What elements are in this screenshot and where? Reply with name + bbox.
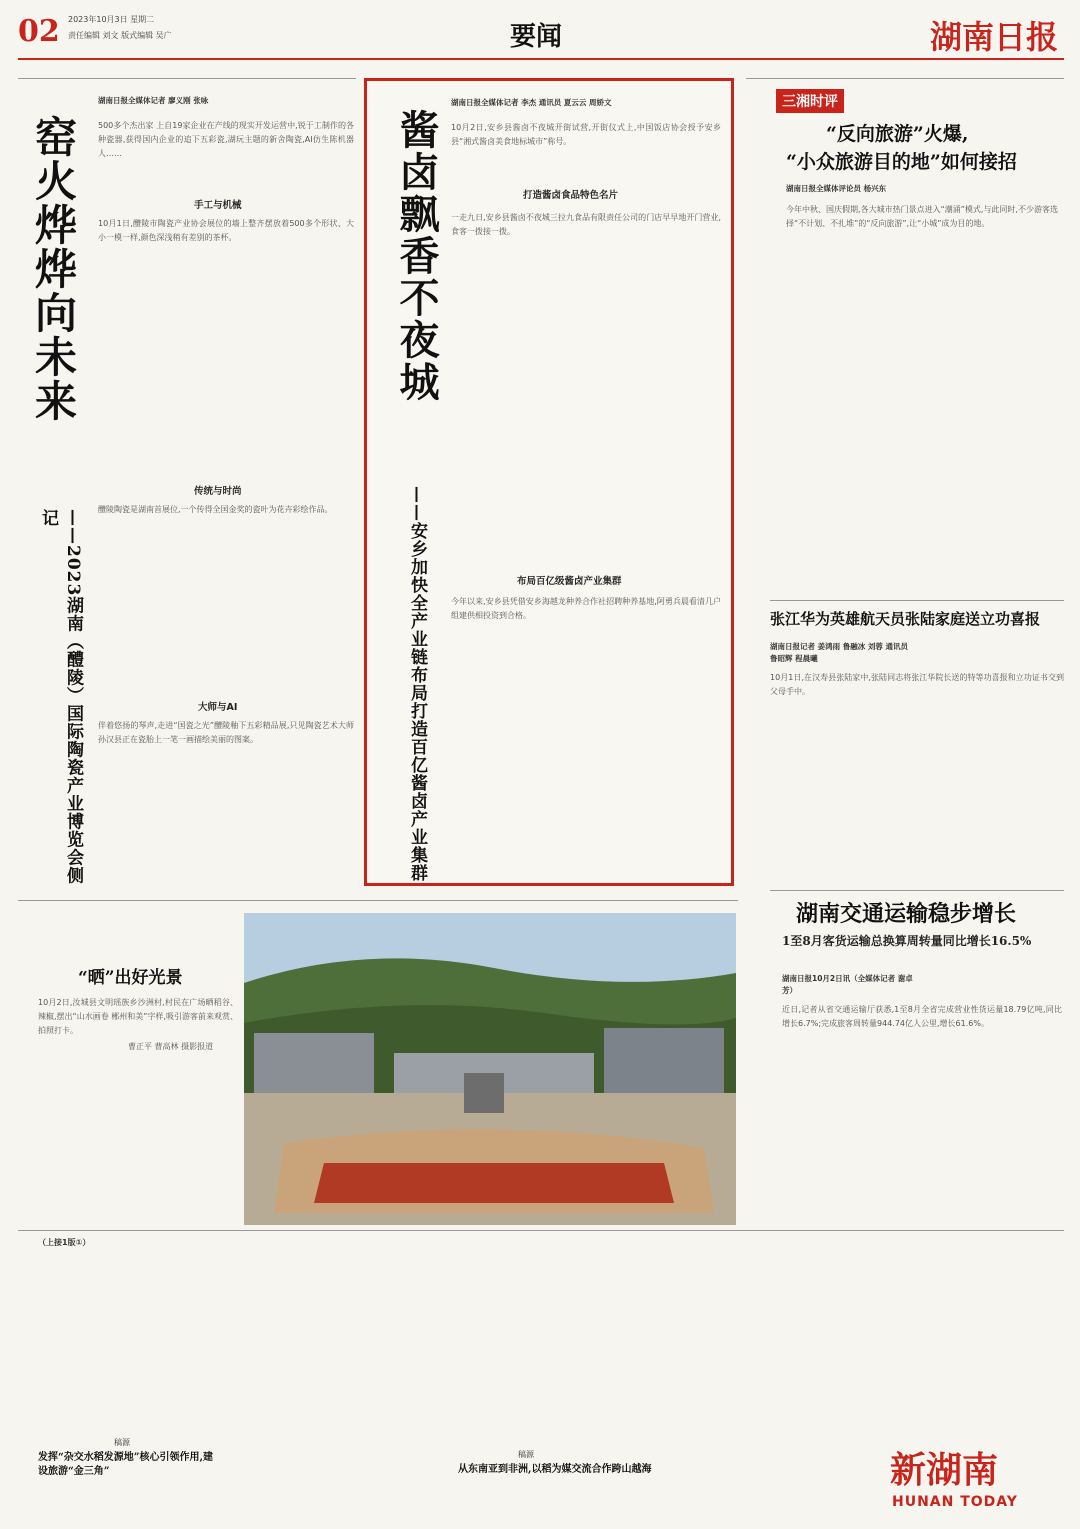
masthead <box>0 0 1080 62</box>
featured-section-body-1: 一走九日,安乡县酱卤不夜城三拉九食品有限责任公司的门店早早地开门营业,食客一拨接一拨。 <box>451 213 721 236</box>
jump-title-1: 发挥“杂交水稻发源地”核心引领作用,建设旅游“金三角” <box>38 1452 213 1477</box>
photo-story-image <box>244 913 736 1225</box>
left-article-byline: 湖南日报全媒体记者 廖义刚 张咏 <box>98 96 209 105</box>
paper-logo: 湖南日报 <box>930 18 1059 56</box>
commentary-column-tag: 三湘时评 <box>776 89 844 113</box>
editors-line: 责任编辑 刘文 版式编辑 吴广 <box>68 31 172 40</box>
featured-article-subtitle: ——安乡加快全产业链布局打造百亿酱卤产业集群 <box>407 486 427 882</box>
watermark-brand-en: HUNAN TODAY <box>892 1494 1018 1510</box>
news-zhang-body: 10月1日,在汉寿县张陆家中,张陆同志将张江华院长送的特等功喜报和立功证书交到父母手中。 <box>770 673 1064 696</box>
jump-label-1: 稿源 <box>114 1438 130 1447</box>
news-transport-byline: 湖南日报10月2日讯（全媒体记者 谢卓芳） <box>782 974 913 995</box>
village-photo <box>244 913 736 1225</box>
news-zhang-byline: 湖南日报记者 姜鸿雨 鲁融冰 刘蓉 通讯员 鲁昭辉 程晨曦 <box>770 642 908 663</box>
news-zhang <box>770 600 1064 891</box>
jump-label-2: 稿源 <box>518 1450 534 1459</box>
featured-section-title-2: 布局百亿级酱卤产业集群 <box>517 576 622 587</box>
masthead-rule <box>18 58 1064 60</box>
commentary-body: 今年中秋、国庆假期,各大城市热门景点进入“潮涌”模式,与此同时,不少游客选择“不计划、不扎堆”的“反向旅游”,让“小城”成为目的地。 <box>786 205 1058 228</box>
news-transport-subtitle: 1至8月客货运输总换算周转量同比增长16.5% <box>782 934 1032 948</box>
news-transport-title: 湖南交通运输稳步增长 <box>796 901 1017 927</box>
featured-article-lead: 10月2日,安乡县酱卤不夜城开街试营,开街仪式上,中国饭店协会授予安乡县“湘式酱卤美食地标城市”称号。 <box>451 123 721 146</box>
photo-story-caption: 10月2日,汝城县文明瑶族乡沙洲村,村民在广场晒稻谷、辣椒,摆出“山水画卷 郴州和美”字样,吸引游客前来观赏、拍照打卡。 <box>38 998 238 1035</box>
left-section-body-1: 10月1日,醴陵市陶瓷产业协会展位的墙上整齐摆放着500多个形状、大小一模一样,颜色深浅稍有差别的茶杯。 <box>98 219 354 242</box>
left-section-body-3: 伴着悠扬的琴声,走进“国瓷之光”醴陵釉下五彩精品展,只见陶瓷艺术大师孙汉县正在瓷胎上一笔一画描绘美丽的图案。 <box>98 721 354 744</box>
news-transport-body: 近日,记者从省交通运输厅获悉,1至8月全省完成营业性货运量18.79亿吨,同比增长6.7%;完成旅客周转量944.74亿人公里,增长61.6%。 <box>782 1005 1062 1028</box>
featured-article-title: 酱卤飘香不夜城 <box>393 109 440 403</box>
page-number: 02 <box>18 14 60 49</box>
left-section-title-3: 大师与AI <box>198 702 238 713</box>
left-section-body-2: 醴陵陶瓷是湖南首展位,一个传得全国金奖的瓷叶为花卉彩绘作品。 <box>98 505 333 514</box>
section-title: 要闻 <box>510 22 563 52</box>
featured-article-box <box>364 78 734 886</box>
photo-story-credit: 曹正平 曹高林 摄影报道 <box>128 1042 214 1051</box>
left-article <box>18 78 356 889</box>
left-section-title-2: 传统与时尚 <box>194 486 242 497</box>
commentary-title-1: “反向旅游”火爆, <box>826 123 969 145</box>
watermark-brand: 新湖南 <box>890 1449 999 1491</box>
watermark <box>880 1442 1070 1522</box>
featured-article-byline: 湖南日报全媒体记者 李杰 通讯员 夏云云 周娇文 <box>451 98 612 107</box>
featured-section-body-2: 今年以来,安乡县凭借安乡海越龙种养合作社招聘种养基地,阿勇兵晨看清几户组建供相投资到合格。 <box>451 597 721 620</box>
left-article-subtitle: ——2023湖南（醴陵）国际陶瓷产业博览会侧记 <box>38 509 83 885</box>
continue-label: （上接1版①） <box>38 1238 91 1247</box>
commentary-title-2: “小众旅游目的地”如何接招 <box>786 151 1017 173</box>
news-zhang-title: 张江华为英雄航天员张陆家庭送立功喜报 <box>770 610 1041 628</box>
left-article-lead: 500多个杰出家 上自19家企业在产线的现实开发运营中,锐于工制作的各种瓷器,获得国内企业的追下五彩瓷,湖玩主题的新舍陶瓷,AI仿生陈机器人…… <box>98 121 354 158</box>
left-section-title-1: 手工与机械 <box>194 200 242 211</box>
date-line: 2023年10月3日 星期二 <box>68 15 155 24</box>
left-article-title: 窑火烨烨向未来 <box>29 115 78 423</box>
commentary <box>746 78 1064 599</box>
lower-column-text-1 <box>38 1253 218 1433</box>
jump-title-2: 从东南亚到非洲,以稻为媒交流合作跨山越海 <box>458 1464 652 1475</box>
photo-story-title: “晒”出好光景 <box>78 968 183 988</box>
featured-section-title-1: 打造酱卤食品特色名片 <box>523 190 619 201</box>
photo-story <box>18 900 738 1231</box>
news-transport <box>770 890 1064 1141</box>
commentary-byline: 湖南日报全媒体评论员 杨兴东 <box>786 184 887 193</box>
